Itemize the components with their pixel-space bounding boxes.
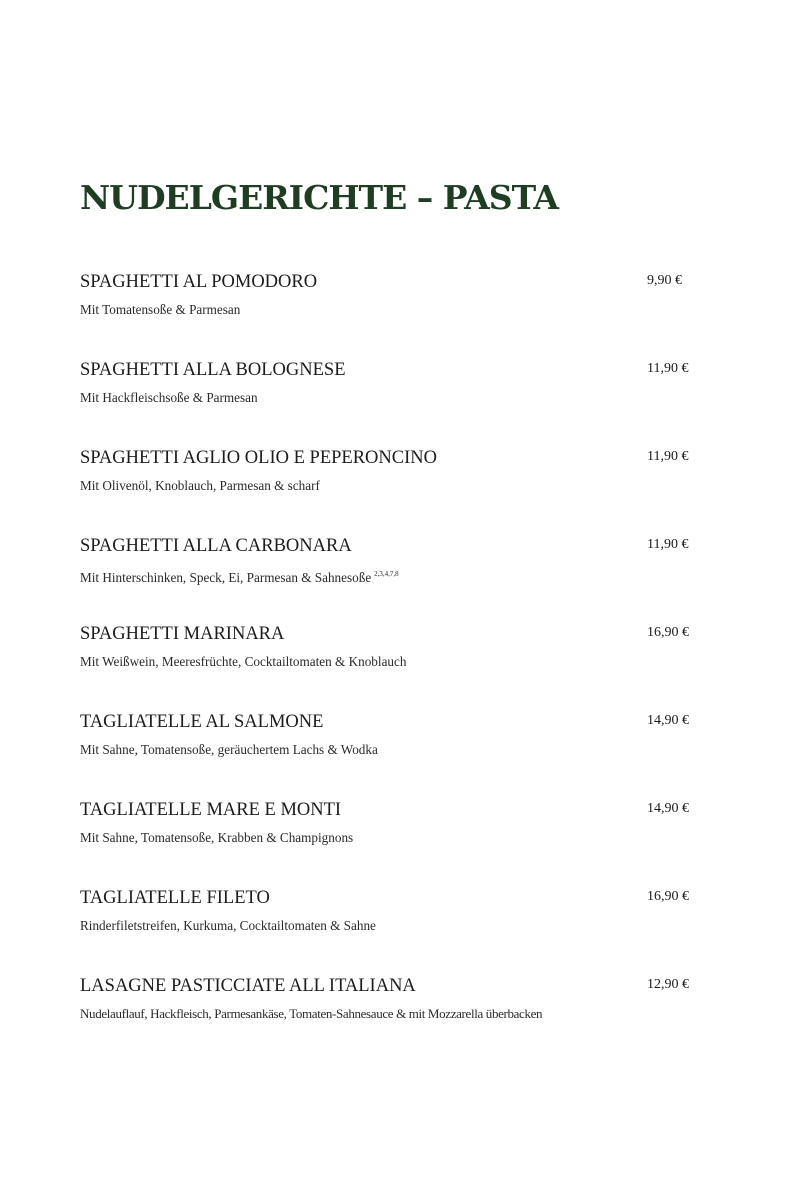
- menu-item: [80, 972, 700, 1060]
- menu-item: [80, 620, 700, 708]
- menu-item-name: TAGLIATELLE MARE E MONTI: [80, 800, 342, 820]
- menu-item-description: Mit Hackfleischsoße & Parmesan: [80, 390, 258, 405]
- menu-item-name: LASAGNE PASTICCIATE ALL ITALIANA: [80, 976, 416, 996]
- menu-item-price: 16,90 €: [647, 625, 689, 640]
- menu-item-description: Mit Sahne, Tomatensoße, Krabben & Champignons: [80, 830, 354, 845]
- menu-item-description: Mit Olivenöl, Knoblauch, Parmesan & scharf: [80, 478, 320, 493]
- menu-item-price: 14,90 €: [647, 801, 689, 816]
- menu-item-price: 14,90 €: [647, 713, 689, 728]
- menu-item-price: 9,90 €: [647, 273, 682, 288]
- menu-item-price: 12,90 €: [647, 977, 689, 992]
- menu-item-price: 11,90 €: [647, 449, 689, 464]
- menu-item-description: Mit Weißwein, Meeresfrüchte, Cocktailtomaten & Knoblauch: [80, 654, 407, 669]
- menu-item: [80, 884, 700, 972]
- menu-list: [80, 268, 700, 1060]
- menu-item: [80, 444, 700, 532]
- menu-item-description: Mit Sahne, Tomatensoße, geräuchertem Lachs & Wodka: [80, 742, 378, 757]
- menu-item-name: SPAGHETTI ALLA CARBONARA: [80, 536, 352, 556]
- menu-item-name: SPAGHETTI AGLIO OLIO E PEPERONCINO: [80, 448, 437, 468]
- menu-item-name: SPAGHETTI AL POMODORO: [80, 272, 318, 292]
- menu-item-name: TAGLIATELLE FILETO: [80, 888, 270, 908]
- menu-item-description: Rinderfiletstreifen, Kurkuma, Cocktailtomaten & Sahne: [80, 918, 376, 933]
- menu-item-description: [80, 565, 399, 587]
- menu-item-name: TAGLIATELLE AL SALMONE: [80, 712, 324, 732]
- menu-item-price: 11,90 €: [647, 537, 689, 552]
- menu-item-description-text: Mit Hinterschinken, Speck, Ei, Parmesan & Sahnesoße: [80, 570, 372, 585]
- menu-item-name: SPAGHETTI MARINARA: [80, 624, 285, 644]
- menu-item-description: Nudelauflauf, Hackfleisch, Parmesankäse, Tomaten-Sahnesauce & mit Mozzarella überbacken: [80, 1006, 543, 1021]
- menu-item: [80, 356, 700, 444]
- menu-item-price: 16,90 €: [647, 889, 689, 904]
- menu-item: [80, 796, 700, 884]
- menu-item: [80, 532, 700, 620]
- menu-item: [80, 708, 700, 796]
- menu-item-price: 11,90 €: [647, 361, 689, 376]
- menu-item-description: Mit Tomatensoße & Parmesan: [80, 302, 241, 317]
- additives-footnote: 2,3,4,7,8: [374, 570, 399, 578]
- menu-item: [80, 268, 700, 356]
- menu-item-name: SPAGHETTI ALLA BOLOGNESE: [80, 360, 346, 380]
- page-title: NUDELGERICHTE – PASTA: [80, 178, 558, 217]
